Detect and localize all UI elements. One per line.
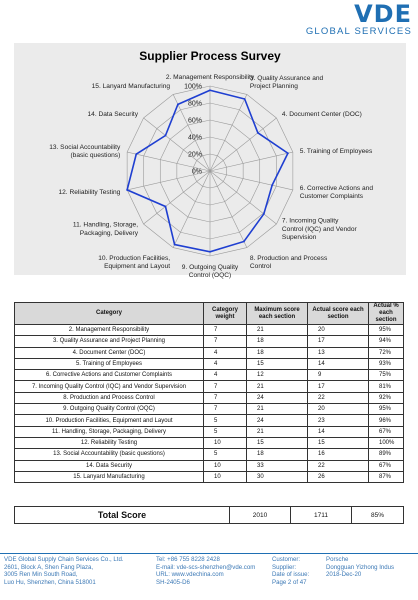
footer-contact xyxy=(156,556,255,586)
axis-label: 4. Document Center (DOC) xyxy=(281,111,362,119)
row-max-score: 33 xyxy=(247,460,308,471)
data-point xyxy=(243,241,245,243)
vde-logo xyxy=(306,2,412,37)
row-weight: 7 xyxy=(204,392,247,403)
total-percent: 85% xyxy=(352,507,404,524)
row-weight: 7 xyxy=(204,381,247,392)
grid-spoke xyxy=(210,171,293,190)
row-weight: 10 xyxy=(204,471,247,482)
table-row xyxy=(15,449,404,460)
row-actual-score: 17 xyxy=(308,381,369,392)
table-row xyxy=(15,437,404,448)
row-actual-score: 13 xyxy=(308,347,369,358)
footer-meta-labels xyxy=(272,556,309,586)
row-weight: 4 xyxy=(204,370,247,381)
table-row xyxy=(15,460,404,471)
row-actual-score: 14 xyxy=(308,426,369,437)
axis-label: 2. Management Responsibility xyxy=(165,74,255,81)
score-table-header xyxy=(15,303,404,325)
row-actual-percent: 95% xyxy=(369,325,404,336)
footer-address xyxy=(4,556,124,586)
row-actual-percent: 100% xyxy=(369,437,404,448)
total-score-label: Total Score xyxy=(15,507,230,524)
data-point xyxy=(165,135,167,137)
row-max-score: 21 xyxy=(247,381,308,392)
table-row xyxy=(15,415,404,426)
row-max-score: 24 xyxy=(247,392,308,403)
row-category: 4. Document Center (DOC) xyxy=(15,347,204,358)
row-max-score: 21 xyxy=(247,426,308,437)
row-max-score: 24 xyxy=(247,415,308,426)
row-actual-score: 26 xyxy=(308,471,369,482)
table-row xyxy=(15,392,404,403)
axis-label: 13. Social Accountability (basic questions) xyxy=(49,143,121,160)
table-row xyxy=(15,358,404,369)
table-row xyxy=(15,471,404,482)
row-category: 15. Lanyard Manufacturing xyxy=(15,471,204,482)
tick-label: 0% xyxy=(191,168,202,176)
row-max-score: 18 xyxy=(247,347,308,358)
footer-phone: Tel: +86 755 8228 2428 xyxy=(156,556,220,563)
total-actual-score: 1711 xyxy=(291,507,352,524)
row-category: 11. Handling, Storage, Packaging, Delivery xyxy=(15,426,204,437)
tick-label: 100% xyxy=(184,83,202,91)
row-category: 12. Reliability Testing xyxy=(15,437,204,448)
data-point xyxy=(271,184,273,186)
table-row xyxy=(15,426,404,437)
row-weight: 4 xyxy=(204,347,247,358)
data-point xyxy=(209,89,211,91)
row-actual-score: 15 xyxy=(308,437,369,448)
row-actual-score: 20 xyxy=(308,404,369,415)
axis-label: 7. Incoming Quality Control (IQC) and Vendor Supervision xyxy=(281,217,357,241)
tick-label: 60% xyxy=(187,117,202,125)
row-actual-score: 17 xyxy=(308,336,369,347)
table-row xyxy=(15,404,404,415)
table-row xyxy=(15,381,404,392)
row-weight: 5 xyxy=(204,426,247,437)
table-row xyxy=(15,370,404,381)
row-category: 7. Incoming Quality Control (IQC) and Vendor Supervision xyxy=(15,381,204,392)
footer-date-label: Date of issue: xyxy=(272,571,310,579)
header-actual-percent: Actual % each section xyxy=(369,303,404,325)
footer-supplier-label: Supplier: xyxy=(272,563,297,571)
row-weight: 5 xyxy=(204,415,247,426)
row-category: 9. Outgoing Quality Control (OQC) xyxy=(15,404,204,415)
row-category: 8. Production and Process Control xyxy=(15,392,204,403)
axis-label: 8. Production and Process Control xyxy=(249,254,328,271)
axis-label: 5. Training of Employees xyxy=(299,147,373,155)
chart-title: Supplier Process Survey xyxy=(139,49,281,63)
row-weight: 10 xyxy=(204,437,247,448)
row-actual-score: 20 xyxy=(308,325,369,336)
radar-chart xyxy=(14,43,406,280)
data-point xyxy=(244,98,246,100)
row-category: 14. Data Security xyxy=(15,460,204,471)
row-weight: 7 xyxy=(204,404,247,415)
footer-page-number: Page 2 of 47 xyxy=(272,578,307,586)
row-actual-score: 16 xyxy=(308,449,369,460)
row-weight: 7 xyxy=(204,336,247,347)
data-point xyxy=(257,132,259,134)
footer-supplier-value: Dongguan Yizhong Indus xyxy=(326,563,395,571)
data-point xyxy=(209,251,211,253)
header-actual-score: Actual score each section xyxy=(308,303,369,325)
tick-label: 20% xyxy=(187,151,202,159)
footer-customer-value: Porsche xyxy=(326,556,349,563)
header-weight: Category weight xyxy=(204,303,247,325)
data-point xyxy=(126,189,128,191)
row-max-score: 12 xyxy=(247,370,308,381)
row-max-score: 30 xyxy=(247,471,308,482)
row-category: 10. Production Facilities, Equipment and Layout xyxy=(15,415,204,426)
header-category: Category xyxy=(15,303,204,325)
data-point xyxy=(287,152,289,154)
radar-chart-panel xyxy=(14,43,406,280)
axis-label: 12. Reliability Testing xyxy=(58,188,121,196)
row-max-score: 15 xyxy=(247,437,308,448)
row-actual-score: 22 xyxy=(308,460,369,471)
footer-address-line: 3005 Ren Min South Road, xyxy=(4,571,78,579)
total-score-row xyxy=(14,506,404,524)
row-category: 2. Management Responsibility xyxy=(15,325,204,336)
axis-label: 11. Handling, Storage, Packaging, Delivery xyxy=(72,221,139,237)
row-category: 13. Social Accountability (basic questions) xyxy=(15,449,204,460)
row-actual-percent: 67% xyxy=(369,460,404,471)
footer-address-line: Luo Hu, Shenzhen, China 518001 xyxy=(4,578,96,586)
total-max-score: 2010 xyxy=(230,507,291,524)
footer-date-value: 2018-Dec-20 xyxy=(326,571,362,579)
data-point xyxy=(177,103,179,105)
axis-label: 10. Production Facilities, Equipment and Layout xyxy=(98,254,171,271)
row-actual-percent: 89% xyxy=(369,449,404,460)
data-point xyxy=(263,213,265,215)
row-category: 3. Quality Assurance and Project Planning xyxy=(15,336,204,347)
footer-address-line: VDE Global Supply Chain Services Co., Ltd. xyxy=(4,556,124,563)
row-category: 6. Corrective Actions and Customer Complaints xyxy=(15,370,204,381)
score-table-body xyxy=(15,325,404,483)
axis-label: 3. Quality Assurance and Project Planning xyxy=(249,74,324,91)
footer-url: URL: www.vdechina.com xyxy=(156,571,224,579)
row-weight: 4 xyxy=(204,358,247,369)
axis-label: 14. Data Security xyxy=(87,111,139,119)
table-row xyxy=(15,347,404,358)
logo-mark: VDE xyxy=(354,0,412,28)
score-table xyxy=(14,302,404,483)
tick-label: 40% xyxy=(187,134,202,142)
row-actual-score: 23 xyxy=(308,415,369,426)
logo-subtitle: GLOBAL SERVICES xyxy=(305,26,412,37)
row-max-score: 18 xyxy=(247,336,308,347)
data-point xyxy=(135,153,137,155)
axis-label: 6. Corrective Actions and Customer Complaints xyxy=(299,184,374,200)
table-row xyxy=(15,325,404,336)
row-actual-score: 9 xyxy=(308,370,369,381)
row-max-score: 15 xyxy=(247,358,308,369)
footer-doc-code: SH-2405-D6 xyxy=(156,578,190,586)
row-max-score: 21 xyxy=(247,404,308,415)
row-weight: 7 xyxy=(204,325,247,336)
data-series-line xyxy=(127,90,288,252)
row-actual-percent: 87% xyxy=(369,471,404,482)
row-max-score: 18 xyxy=(247,449,308,460)
axis-label: 9. Outgoing Quality Control (OQC) xyxy=(181,264,239,280)
footer-customer-label: Customer: xyxy=(272,556,301,563)
row-category: 5. Training of Employees xyxy=(15,358,204,369)
row-actual-percent: 96% xyxy=(369,415,404,426)
row-actual-percent: 81% xyxy=(369,381,404,392)
row-actual-score: 14 xyxy=(308,358,369,369)
row-actual-percent: 92% xyxy=(369,392,404,403)
footer-meta-values xyxy=(326,556,394,579)
row-weight: 5 xyxy=(204,449,247,460)
table-row xyxy=(15,336,404,347)
row-weight: 10 xyxy=(204,460,247,471)
footer-address-line: 2601, Block A, Shen Fang Plaza, xyxy=(4,563,94,571)
row-actual-percent: 72% xyxy=(369,347,404,358)
row-actual-percent: 75% xyxy=(369,370,404,381)
data-point xyxy=(174,244,176,246)
row-actual-percent: 94% xyxy=(369,336,404,347)
row-actual-percent: 67% xyxy=(369,426,404,437)
row-actual-percent: 95% xyxy=(369,404,404,415)
row-actual-score: 22 xyxy=(308,392,369,403)
row-actual-percent: 93% xyxy=(369,358,404,369)
footer-divider xyxy=(0,553,418,554)
data-point xyxy=(165,206,167,208)
row-max-score: 21 xyxy=(247,325,308,336)
axis-label: 15. Lanyard Manufacturing xyxy=(91,83,171,91)
tick-label: 80% xyxy=(187,100,202,108)
header-max-score: Maximum score each section xyxy=(247,303,308,325)
footer-email: E-mail: vde-scs-shenzhen@vde.com xyxy=(156,563,256,571)
